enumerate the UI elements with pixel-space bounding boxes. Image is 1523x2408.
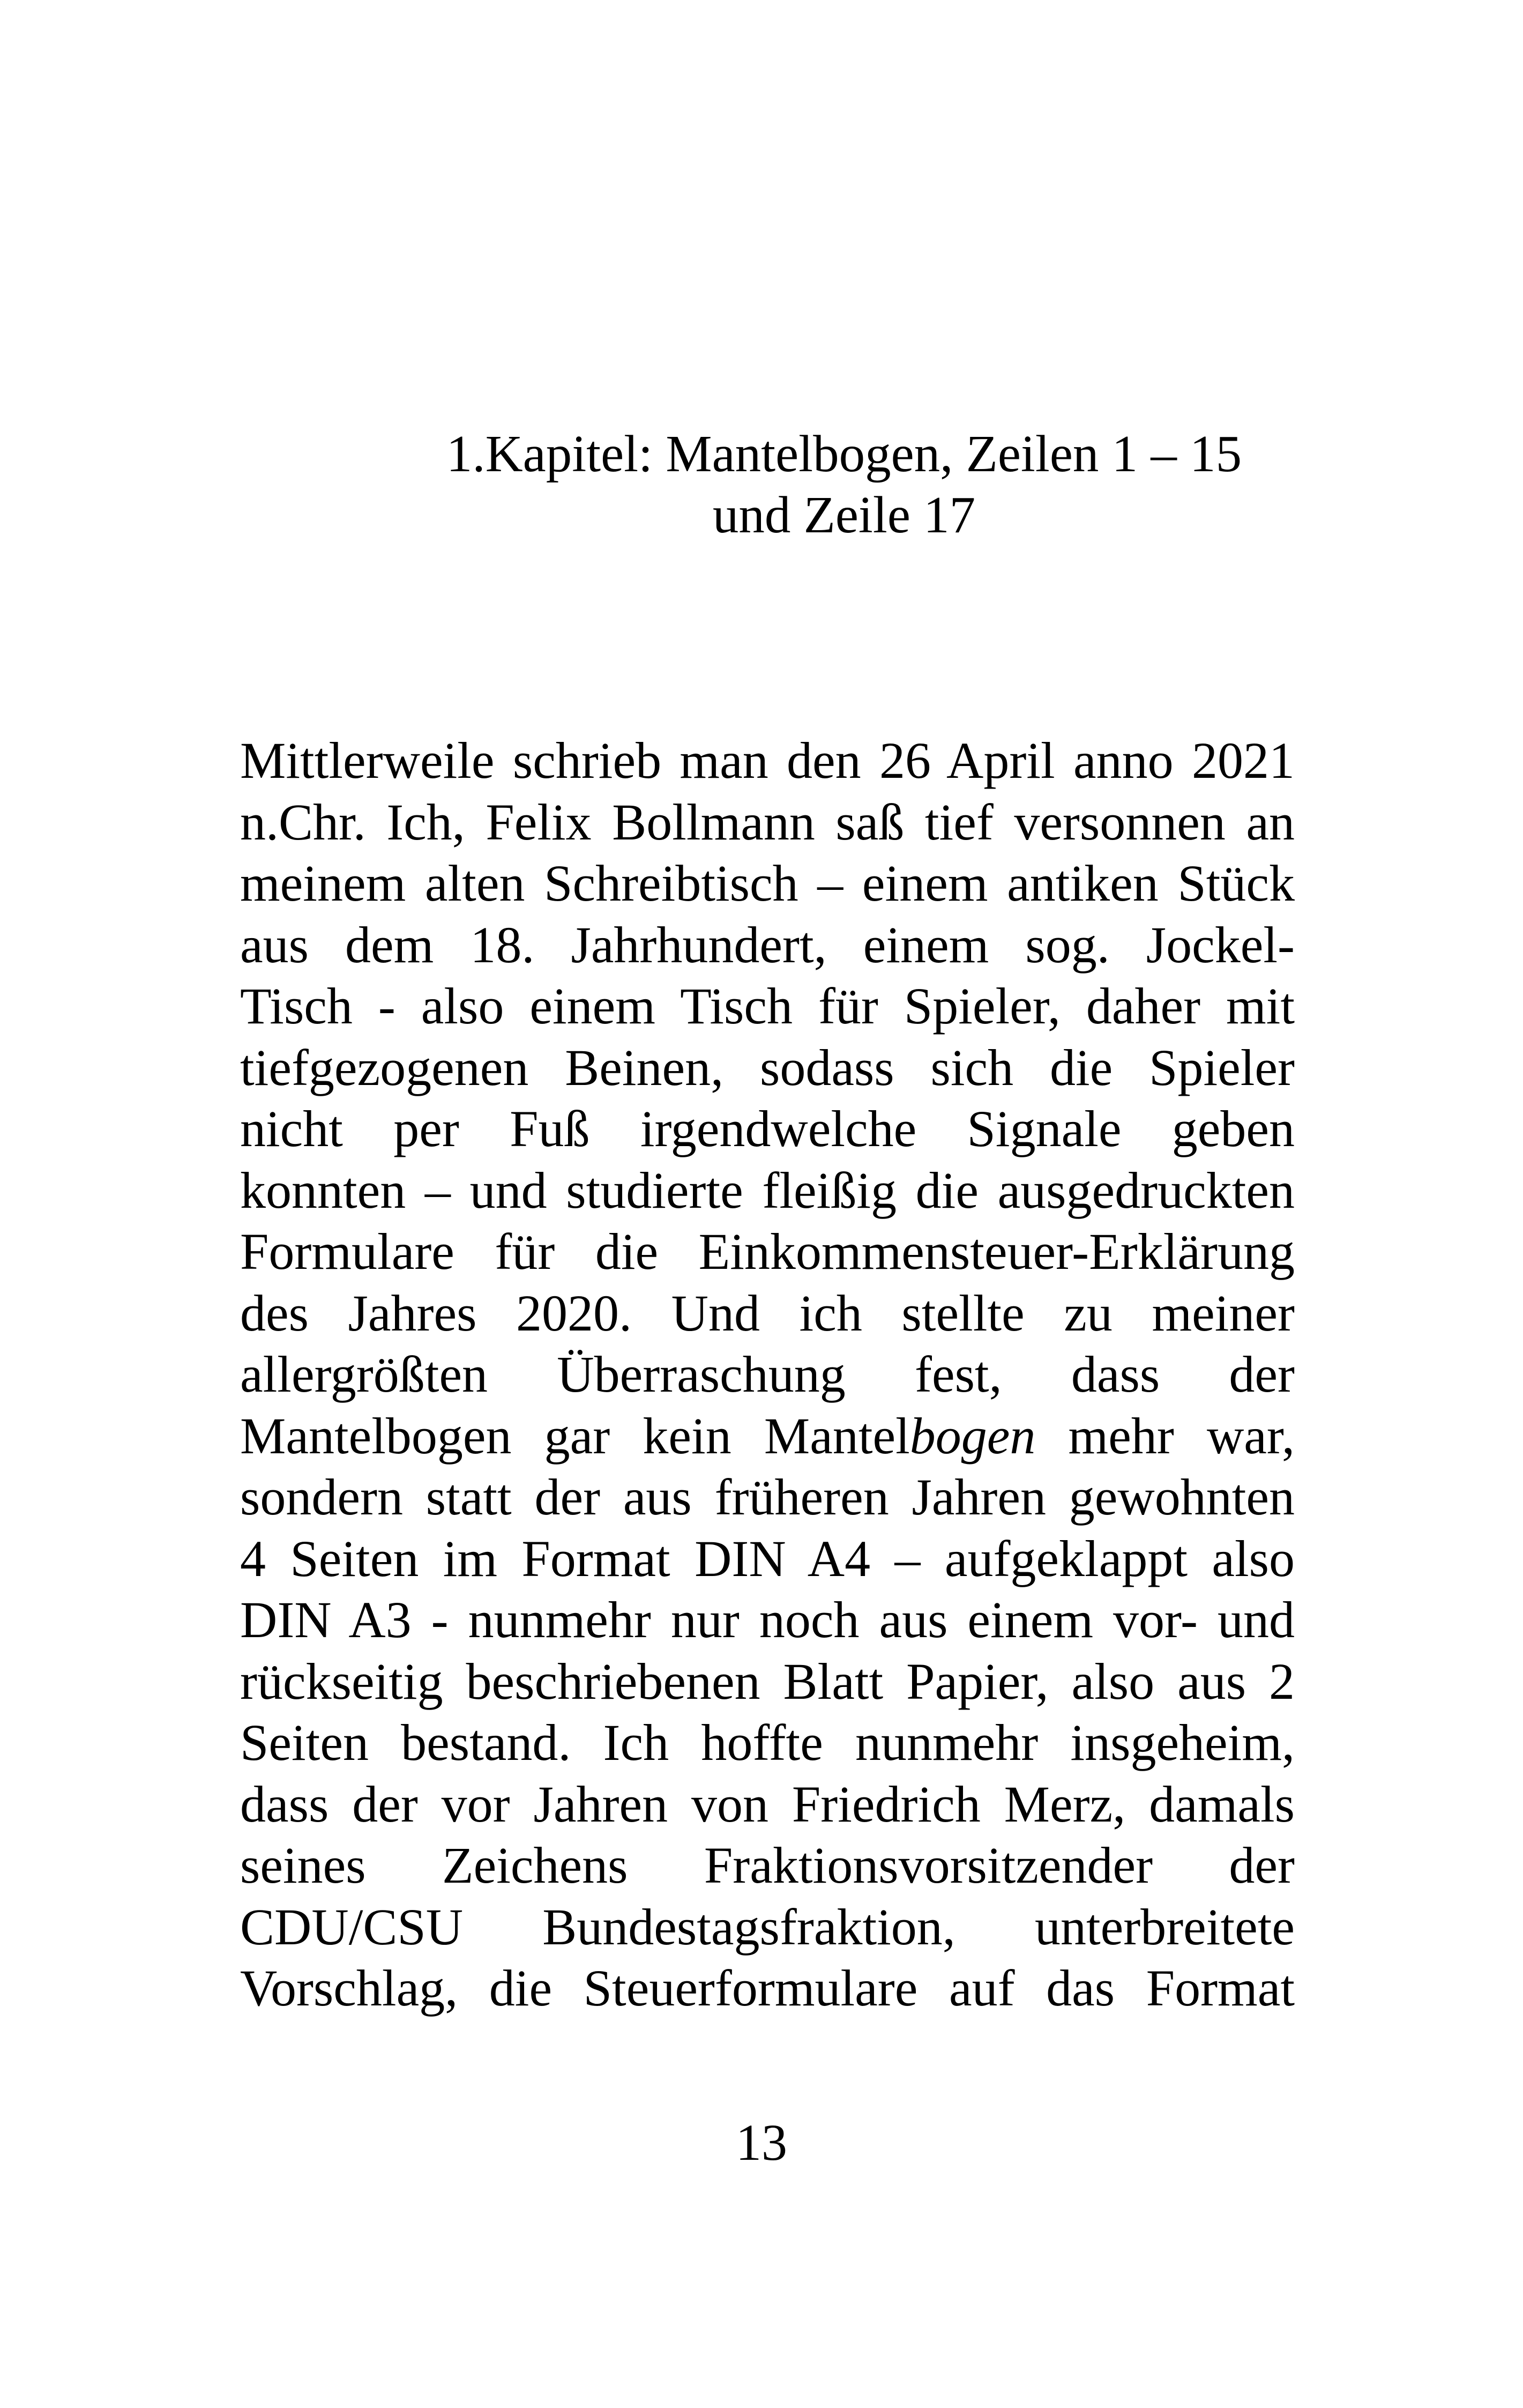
text-line-12 [240, 1406, 1295, 1467]
text-line-6: tiefgezogenen Beinen, sodass sich die Spieler [240, 1038, 1295, 1096]
text-line-10: des Jahres 2020. Und ich stellte zu meiner [240, 1284, 1295, 1342]
text-line-8: konnten – und studierte fleißig die ausgedruckten [240, 1161, 1295, 1219]
text-line-14: 4 Seiten im Format DIN A4 – aufgeklappt also [240, 1529, 1295, 1587]
text-line-4: aus dem 18. Jahrhundert, einem sog. Jockel- [240, 916, 1295, 973]
text-line-7: nicht per Fuß irgendwelche Signale geben [240, 1100, 1295, 1157]
text-line-2: n.Chr. Ich, Felix Bollmann saß tief versonnen an [240, 793, 1295, 851]
text-line-16: rückseitig beschriebenen Blatt Papier, also aus 2 [240, 1652, 1295, 1710]
text-line-13: sondern statt der aus früheren Jahren gewohnten [240, 1468, 1295, 1526]
text-line-12-start: Mantelbogen gar kein Mantel [240, 1407, 910, 1465]
text-line-1: Mittlerweile schrieb man den 26 April anno 2021 [240, 732, 1295, 789]
body-paragraph [240, 730, 1295, 2019]
text-line-5: Tisch - also einem Tisch für Spieler, daher mit [240, 977, 1295, 1035]
text-line-20: CDU/CSU Bundestagsfraktion, unterbreitete [240, 1898, 1295, 1956]
chapter-heading [439, 423, 1249, 546]
italic-word: bogen [909, 1407, 1036, 1465]
chapter-title-line-2: und Zeile 17 [712, 486, 976, 544]
text-line-9: Formulare für die Einkommensteuer-Erklärung [240, 1223, 1295, 1280]
text-line-21: Vorschlag, die Steuerformulare auf das Format [240, 1959, 1295, 2017]
text-line-19: seines Zeichens Fraktionsvorsitzender der [240, 1837, 1295, 1894]
text-line-11: allergrößten Überraschung fest, dass der [240, 1346, 1295, 1403]
page-number: 13 [736, 2114, 787, 2171]
text-line-3: meinem alten Schreibtisch – einem antiken Stück [240, 854, 1295, 912]
chapter-title-line-1: 1.Kapitel: Mantelbogen, Zeilen 1 – 15 [446, 425, 1242, 482]
text-line-18: dass der vor Jahren von Friedrich Merz, damals [240, 1775, 1295, 1833]
text-line-17: Seiten bestand. Ich hoffte nunmehr insgeheim, [240, 1714, 1295, 1771]
text-line-12-end: mehr war, [1035, 1407, 1295, 1465]
text-line-15: DIN A3 - nunmehr nur noch aus einem vor- und [240, 1591, 1295, 1648]
